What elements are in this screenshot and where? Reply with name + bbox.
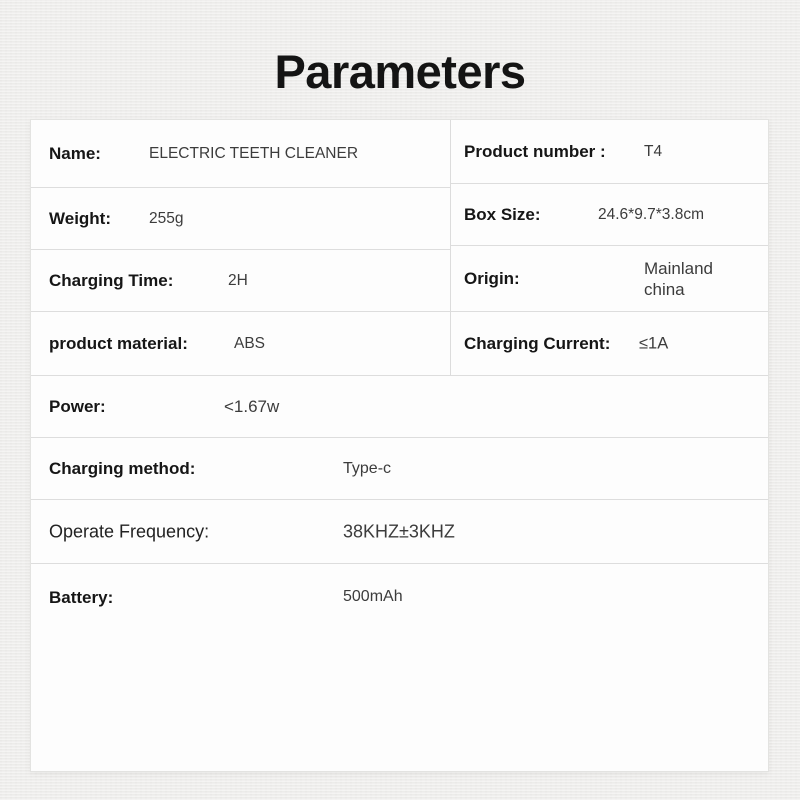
charging-current-label: Charging Current:: [464, 333, 611, 353]
charging-time-value: 2H: [228, 271, 248, 289]
spec-bottom-section: [31, 376, 768, 773]
product-number-label: Product number :: [464, 141, 606, 161]
product-material-value: ABS: [234, 334, 266, 352]
spec-row-charging-time: [31, 250, 450, 312]
box-size-value: 24.6*9.7*3.8cm: [598, 205, 704, 223]
spec-row-name: [31, 120, 450, 188]
charging-method-label: Charging method:: [49, 458, 196, 478]
spec-column-right: [451, 120, 768, 376]
spec-row-box-size: [451, 184, 768, 246]
power-value: <1.67w: [224, 396, 280, 416]
name-label: Name:: [49, 143, 101, 163]
spec-row-power: [31, 376, 768, 438]
spec-top-section: [31, 120, 768, 376]
spec-row-product-material: [31, 312, 450, 376]
spec-row-origin: [451, 246, 768, 312]
spec-row-battery: [31, 564, 768, 773]
weight-value: 255g: [149, 209, 184, 227]
power-label: Power:: [49, 396, 106, 416]
operate-frequency-value: 38KHZ±3KHZ: [343, 521, 455, 541]
box-size-label: Box Size:: [464, 204, 541, 224]
spec-row-product-number: [451, 120, 768, 184]
charging-time-label: Charging Time:: [49, 270, 174, 290]
charging-current-value: ≤1A: [639, 334, 669, 352]
battery-label: Battery:: [49, 588, 114, 607]
parameters-table: [30, 119, 769, 772]
weight-label: Weight:: [49, 208, 112, 228]
spec-row-operate-frequency: [31, 500, 768, 564]
name-value: ELECTRIC TEETH CLEANER: [149, 144, 359, 162]
origin-value: Mainland china: [644, 258, 713, 299]
operate-frequency-label: Operate Frequency:: [49, 521, 210, 541]
product-material-label: product material:: [49, 333, 188, 353]
origin-label: Origin:: [464, 268, 520, 288]
page-title: Parameters: [274, 45, 526, 98]
charging-method-value: Type-c: [343, 459, 392, 477]
spec-row-charging-method: [31, 438, 768, 500]
spec-column-left: [31, 120, 451, 376]
spec-row-weight: [31, 188, 450, 250]
spec-row-charging-current: [451, 312, 768, 376]
battery-value: 500mAh: [343, 588, 403, 605]
product-number-value: T4: [644, 142, 663, 160]
